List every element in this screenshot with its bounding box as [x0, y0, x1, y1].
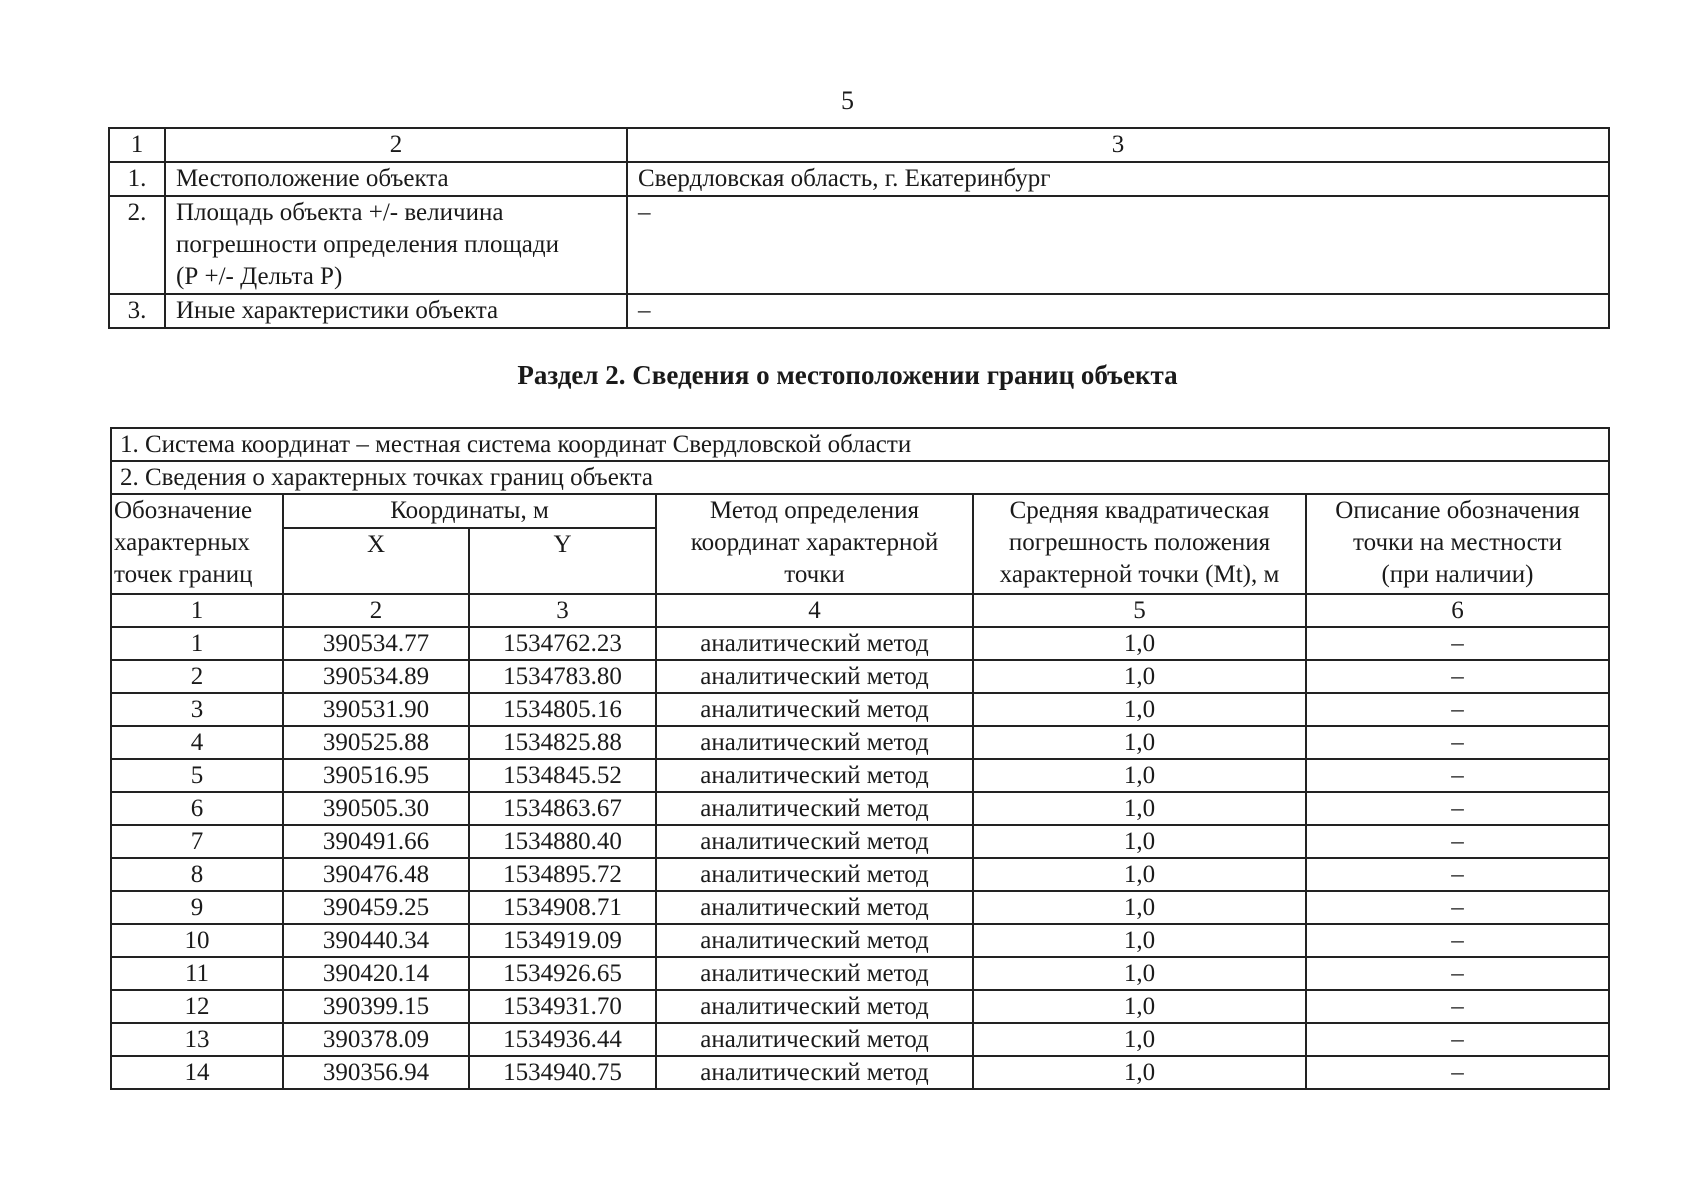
- method-cell: аналитический метод: [656, 1056, 973, 1089]
- point-number: 11: [111, 957, 283, 990]
- y-coordinate: 1534908.71: [469, 891, 656, 924]
- method-cell: аналитический метод: [656, 1023, 973, 1056]
- y-coordinate: 1534825.88: [469, 726, 656, 759]
- method-cell: аналитический метод: [656, 660, 973, 693]
- error-cell: 1,0: [973, 627, 1306, 660]
- table-row: [111, 759, 1609, 792]
- error-cell: 1,0: [973, 693, 1306, 726]
- description-cell: –: [1306, 1056, 1609, 1089]
- x-coordinate: 390491.66: [283, 825, 469, 858]
- table-row: [111, 825, 1609, 858]
- point-number: 7: [111, 825, 283, 858]
- column-number: 3: [469, 594, 656, 627]
- method-cell: аналитический метод: [656, 792, 973, 825]
- column-numbers-row: [111, 594, 1609, 627]
- x-coordinate: 390534.89: [283, 660, 469, 693]
- section-title: Раздел 2. Сведения о местоположении границ объекта: [517, 360, 1178, 390]
- method-cell: аналитический метод: [656, 891, 973, 924]
- header-line: Обозначение: [114, 497, 253, 524]
- table-row: [109, 294, 1609, 328]
- point-number: 1: [111, 627, 283, 660]
- description-cell: –: [1306, 759, 1609, 792]
- description-cell: –: [1306, 825, 1609, 858]
- point-number: 14: [111, 1056, 283, 1089]
- point-number: 10: [111, 924, 283, 957]
- header-cell: 1: [109, 128, 165, 162]
- error-header: [973, 494, 1306, 594]
- error-cell: 1,0: [973, 792, 1306, 825]
- label-line: (Р +/- Дельта Р): [176, 263, 343, 290]
- point-number: 2: [111, 660, 283, 693]
- column-number: 1: [111, 594, 283, 627]
- y-coordinate: 1534880.40: [469, 825, 656, 858]
- column-number: 5: [973, 594, 1306, 627]
- description-cell: –: [1306, 891, 1609, 924]
- coords-header: Координаты, м: [283, 494, 656, 528]
- x-coordinate: 390531.90: [283, 693, 469, 726]
- header-cell: 3: [627, 128, 1609, 162]
- table-row: [111, 924, 1609, 957]
- header-row: [111, 494, 1609, 528]
- table-header-row: [109, 128, 1609, 162]
- description-cell: –: [1306, 693, 1609, 726]
- method-cell: аналитический метод: [656, 990, 973, 1023]
- row-value: –: [627, 294, 1609, 328]
- y-coordinate: 1534926.65: [469, 957, 656, 990]
- point-number: 6: [111, 792, 283, 825]
- table-row: [111, 1056, 1609, 1089]
- error-cell: 1,0: [973, 1056, 1306, 1089]
- x-coordinate: 390476.48: [283, 858, 469, 891]
- header-line: характерных: [114, 529, 250, 556]
- y-coordinate: 1534895.72: [469, 858, 656, 891]
- point-number: 5: [111, 759, 283, 792]
- method-header: [656, 494, 973, 594]
- coord-system-row: [111, 428, 1609, 461]
- point-number: 8: [111, 858, 283, 891]
- row-number: 3.: [109, 294, 165, 328]
- coord-system-cell: 1. Система координат – местная система координат Свердловской области: [111, 428, 1609, 461]
- description-header: [1306, 494, 1609, 594]
- x-coordinate: 390440.34: [283, 924, 469, 957]
- x-coordinate: 390534.77: [283, 627, 469, 660]
- error-cell: 1,0: [973, 825, 1306, 858]
- table-row: [111, 660, 1609, 693]
- point-number: 13: [111, 1023, 283, 1056]
- table-row: [111, 627, 1609, 660]
- description-cell: –: [1306, 990, 1609, 1023]
- column-number: 2: [283, 594, 469, 627]
- x-coordinate: 390505.30: [283, 792, 469, 825]
- boundary-points-table: [110, 427, 1610, 1090]
- header-line: координат характерной: [690, 529, 939, 556]
- row-label: Местоположение объекта: [165, 162, 627, 196]
- y-coordinate: 1534762.23: [469, 627, 656, 660]
- header-line: точек границ: [114, 561, 253, 588]
- table-row: [111, 891, 1609, 924]
- points-body: [111, 627, 1609, 1089]
- table-row: [111, 1023, 1609, 1056]
- row-number: 2.: [109, 196, 165, 294]
- designation-header: [111, 494, 283, 594]
- row-label: Иные характеристики объекта: [165, 294, 627, 328]
- table-row: [109, 196, 1609, 294]
- x-coordinate: 390420.14: [283, 957, 469, 990]
- description-cell: –: [1306, 792, 1609, 825]
- method-cell: аналитический метод: [656, 924, 973, 957]
- error-cell: 1,0: [973, 759, 1306, 792]
- table-row: [109, 162, 1609, 196]
- description-cell: –: [1306, 924, 1609, 957]
- table-row: [111, 957, 1609, 990]
- label-line: Площадь объекта +/- величина: [176, 199, 504, 226]
- description-cell: –: [1306, 660, 1609, 693]
- object-info-table: [108, 127, 1610, 329]
- row-value: Свердловская область, г. Екатеринбург: [627, 162, 1609, 196]
- y-coordinate: 1534863.67: [469, 792, 656, 825]
- description-cell: –: [1306, 1023, 1609, 1056]
- column-number: 4: [656, 594, 973, 627]
- points-info-cell: 2. Сведения о характерных точках границ объекта: [111, 461, 1609, 494]
- table-row: [111, 858, 1609, 891]
- method-cell: аналитический метод: [656, 627, 973, 660]
- header-line: Описание обозначения: [1335, 497, 1580, 524]
- y-header: Y: [469, 528, 656, 594]
- point-number: 4: [111, 726, 283, 759]
- description-cell: –: [1306, 726, 1609, 759]
- header-cell: 2: [165, 128, 627, 162]
- points-info-row: [111, 461, 1609, 494]
- x-header: X: [283, 528, 469, 594]
- x-coordinate: 390399.15: [283, 990, 469, 1023]
- x-coordinate: 390356.94: [283, 1056, 469, 1089]
- error-cell: 1,0: [973, 990, 1306, 1023]
- description-cell: –: [1306, 957, 1609, 990]
- point-number: 3: [111, 693, 283, 726]
- method-cell: аналитический метод: [656, 858, 973, 891]
- description-cell: –: [1306, 627, 1609, 660]
- row-number: 1.: [109, 162, 165, 196]
- header-line: (при наличии): [1381, 561, 1534, 588]
- method-cell: аналитический метод: [656, 726, 973, 759]
- x-coordinate: 390378.09: [283, 1023, 469, 1056]
- error-cell: 1,0: [973, 924, 1306, 957]
- y-coordinate: 1534940.75: [469, 1056, 656, 1089]
- row-value: –: [627, 196, 1609, 294]
- method-cell: аналитический метод: [656, 759, 973, 792]
- method-cell: аналитический метод: [656, 825, 973, 858]
- y-coordinate: 1534845.52: [469, 759, 656, 792]
- header-line: точки: [784, 561, 845, 588]
- y-coordinate: 1534931.70: [469, 990, 656, 1023]
- x-coordinate: 390525.88: [283, 726, 469, 759]
- page-number: 5: [841, 86, 854, 115]
- row-label: [165, 196, 627, 294]
- table-row: [111, 990, 1609, 1023]
- x-coordinate: 390459.25: [283, 891, 469, 924]
- error-cell: 1,0: [973, 858, 1306, 891]
- header-line: погрешность положения: [1008, 529, 1271, 556]
- point-number: 9: [111, 891, 283, 924]
- error-cell: 1,0: [973, 660, 1306, 693]
- header-line: характерной точки (Mt), м: [999, 561, 1280, 588]
- point-number: 12: [111, 990, 283, 1023]
- header-line: Средняя квадратическая: [1009, 497, 1270, 524]
- y-coordinate: 1534805.16: [469, 693, 656, 726]
- error-cell: 1,0: [973, 957, 1306, 990]
- table-row: [111, 792, 1609, 825]
- error-cell: 1,0: [973, 726, 1306, 759]
- error-cell: 1,0: [973, 1023, 1306, 1056]
- method-cell: аналитический метод: [656, 693, 973, 726]
- y-coordinate: 1534919.09: [469, 924, 656, 957]
- x-coordinate: 390516.95: [283, 759, 469, 792]
- method-cell: аналитический метод: [656, 957, 973, 990]
- y-coordinate: 1534936.44: [469, 1023, 656, 1056]
- y-coordinate: 1534783.80: [469, 660, 656, 693]
- error-cell: 1,0: [973, 891, 1306, 924]
- label-line: погрешности определения площади: [176, 231, 559, 258]
- column-number: 6: [1306, 594, 1609, 627]
- header-line: точки на местности: [1353, 529, 1562, 556]
- table-row: [111, 693, 1609, 726]
- table-row: [111, 726, 1609, 759]
- description-cell: –: [1306, 858, 1609, 891]
- header-line: Метод определения: [709, 497, 920, 524]
